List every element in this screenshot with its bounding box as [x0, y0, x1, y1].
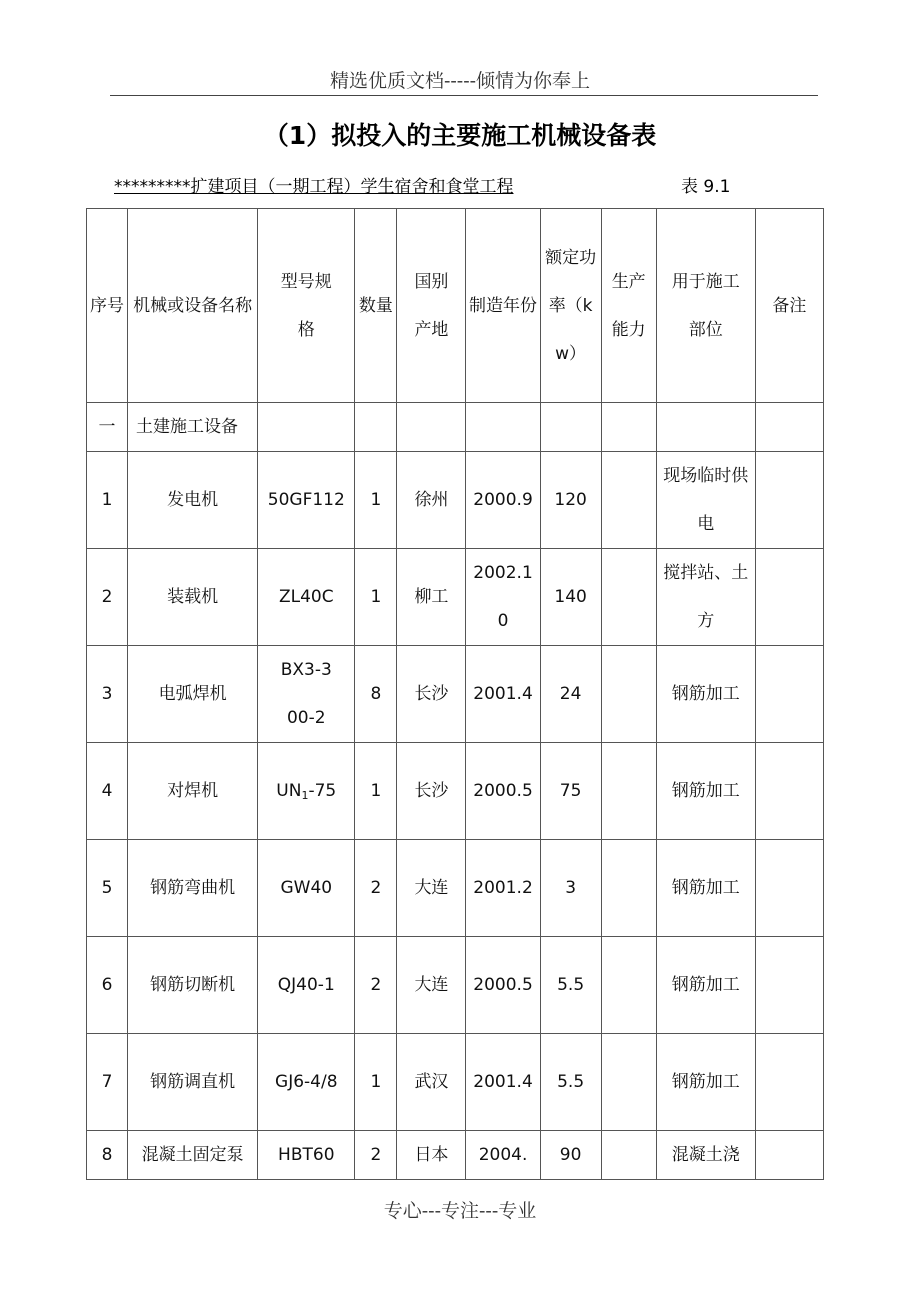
header-origin: 国别产地: [397, 209, 466, 403]
model-subscript: 1: [301, 789, 309, 802]
cell-origin: 日本: [397, 1131, 466, 1180]
header-remark: 备注: [755, 209, 823, 403]
cell-seq: 4: [87, 743, 128, 840]
cell-origin: 大连: [397, 840, 466, 937]
cell-year: 2000.9: [466, 452, 540, 549]
cell-capacity: [601, 840, 656, 937]
cell-usage: 现场临时供电: [656, 452, 755, 549]
header-usage: 用于施工部位: [656, 209, 755, 403]
cell-power: 75: [540, 743, 601, 840]
cell-seq: 5: [87, 840, 128, 937]
section-row: [87, 403, 824, 452]
table-row: [87, 452, 824, 549]
cell-qty: 2: [355, 840, 397, 937]
cell-power: 120: [540, 452, 601, 549]
cell-remark: [755, 452, 823, 549]
cell-name: 钢筋调直机: [128, 1034, 258, 1131]
cell-name: 混凝土固定泵: [128, 1131, 258, 1180]
cell-usage: 钢筋加工: [656, 840, 755, 937]
cell-usage: 混凝土浇: [656, 1131, 755, 1180]
model-suffix: -75: [308, 781, 337, 801]
cell-seq: 8: [87, 1131, 128, 1180]
cell-remark: [755, 549, 823, 646]
cell-model: ZL40C: [258, 549, 355, 646]
cell-qty: 1: [355, 452, 397, 549]
cell-year: 2001.4: [466, 1034, 540, 1131]
cell-usage: 搅拌站、土方: [656, 549, 755, 646]
cell-power: 90: [540, 1131, 601, 1180]
cell-usage: 钢筋加工: [656, 1034, 755, 1131]
table-row: [87, 1034, 824, 1131]
model-prefix: UN: [276, 781, 302, 801]
document-title: （1）拟投入的主要施工机械设备表: [263, 121, 657, 150]
cell-seq: 7: [87, 1034, 128, 1131]
cell-model: BX3-300-2: [258, 646, 355, 743]
cell-qty: 1: [355, 1034, 397, 1131]
cell-year: 2001.2: [466, 840, 540, 937]
cell-seq: 2: [87, 549, 128, 646]
cell-origin: 武汉: [397, 1034, 466, 1131]
cell-remark: [755, 840, 823, 937]
cell-capacity: [601, 549, 656, 646]
cell-power: 5.5: [540, 937, 601, 1034]
section-seq: 一: [87, 403, 128, 452]
cell-power: 24: [540, 646, 601, 743]
section-name: 土建施工设备: [128, 403, 258, 452]
cell-name: 发电机: [128, 452, 258, 549]
table-row: [87, 937, 824, 1034]
cell-year: 2000.5: [466, 743, 540, 840]
header-year: 制造年份: [466, 209, 540, 403]
table-number: 表 9.1: [681, 177, 731, 197]
cell-name: 钢筋弯曲机: [128, 840, 258, 937]
header-qty: 数量: [355, 209, 397, 403]
table-header-row: [87, 209, 824, 403]
header-power: 额定功率（kw）: [540, 209, 601, 403]
cell-capacity: [601, 1034, 656, 1131]
cell-remark: [755, 1131, 823, 1180]
cell-year: 2002.10: [466, 549, 540, 646]
cell-model: GW40: [258, 840, 355, 937]
cell-capacity: [601, 452, 656, 549]
cell-remark: [755, 937, 823, 1034]
cell-seq: 6: [87, 937, 128, 1034]
cell-model: QJ40-1: [258, 937, 355, 1034]
cell-power: 140: [540, 549, 601, 646]
cell-capacity: [601, 1131, 656, 1180]
table-row: [87, 1131, 824, 1180]
cell-usage: 钢筋加工: [656, 937, 755, 1034]
table-row: [87, 840, 824, 937]
cell-qty: 2: [355, 937, 397, 1034]
cell-name: 电弧焊机: [128, 646, 258, 743]
cell-model: GJ6-4/8: [258, 1034, 355, 1131]
cell-capacity: [601, 743, 656, 840]
cell-power: 3: [540, 840, 601, 937]
cell-remark: [755, 1034, 823, 1131]
cell-origin: 大连: [397, 937, 466, 1034]
cell-name: 对焊机: [128, 743, 258, 840]
cell-origin: 长沙: [397, 646, 466, 743]
project-name: *********扩建项目（一期工程）学生宿舍和食堂工程: [114, 177, 514, 197]
cell-capacity: [601, 646, 656, 743]
cell-remark: [755, 743, 823, 840]
header-rule: [110, 95, 818, 96]
cell-year: 2001.4: [466, 646, 540, 743]
cell-remark: [755, 646, 823, 743]
cell-name: 装载机: [128, 549, 258, 646]
header-model: 型号规格: [258, 209, 355, 403]
cell-seq: 3: [87, 646, 128, 743]
table-row: [87, 549, 824, 646]
cell-qty: 8: [355, 646, 397, 743]
cell-capacity: [601, 937, 656, 1034]
cell-origin: 柳工: [397, 549, 466, 646]
header-capacity: 生产能力: [601, 209, 656, 403]
cell-qty: 2: [355, 1131, 397, 1180]
cell-model: 50GF112: [258, 452, 355, 549]
cell-model: HBT60: [258, 1131, 355, 1180]
cell-usage: 钢筋加工: [656, 743, 755, 840]
cell-power: 5.5: [540, 1034, 601, 1131]
cell-year: 2004.: [466, 1131, 540, 1180]
cell-usage: 钢筋加工: [656, 646, 755, 743]
table-row: [87, 646, 824, 743]
header-name: 机械或设备名称: [128, 209, 258, 403]
cell-year: 2000.5: [466, 937, 540, 1034]
cell-seq: 1: [87, 452, 128, 549]
table-row: [87, 743, 824, 840]
page-header: 精选优质文档-----倾情为你奉上: [329, 70, 591, 92]
cell-model: [258, 743, 355, 840]
cell-origin: 长沙: [397, 743, 466, 840]
cell-name: 钢筋切断机: [128, 937, 258, 1034]
cell-origin: 徐州: [397, 452, 466, 549]
cell-qty: 1: [355, 549, 397, 646]
equipment-table: [86, 208, 824, 1180]
header-seq: 序号: [87, 209, 128, 403]
cell-qty: 1: [355, 743, 397, 840]
page-footer: 专心---专注---专业: [383, 1200, 537, 1222]
